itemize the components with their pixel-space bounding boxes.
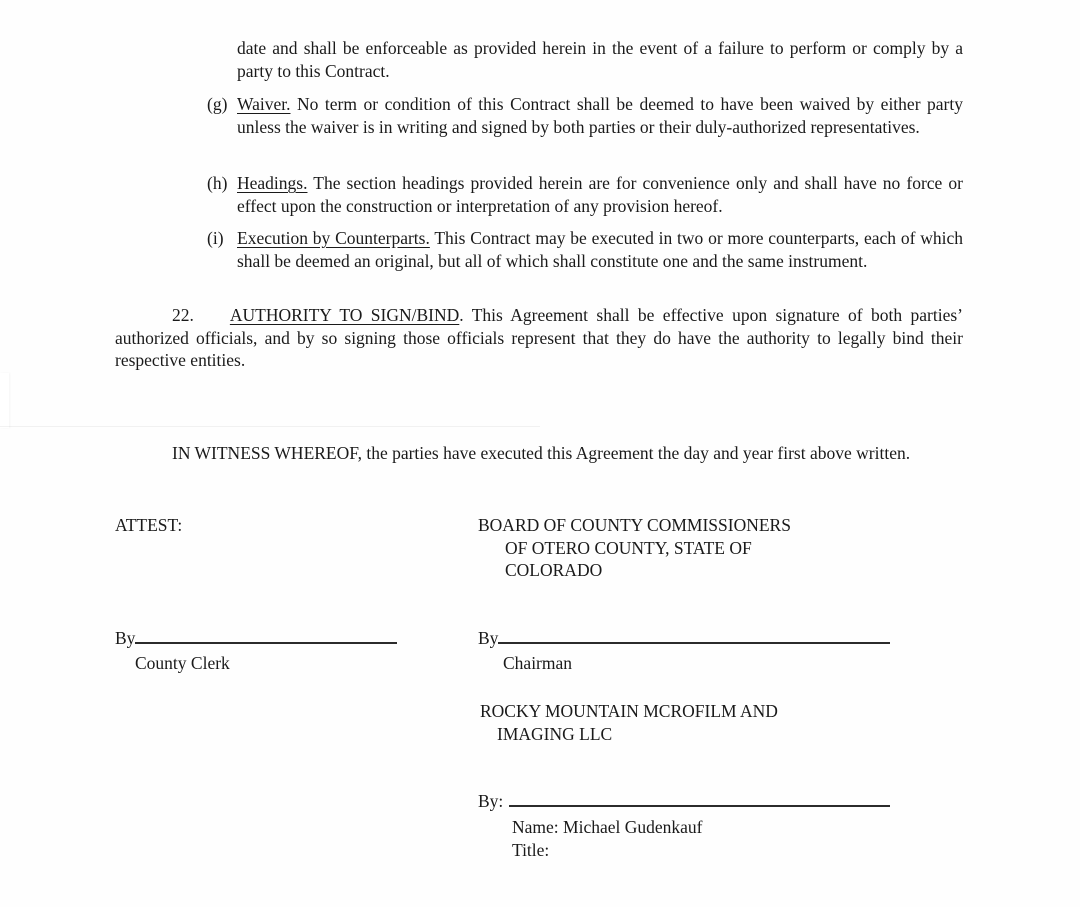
signature-blank-line	[135, 642, 397, 644]
clause-i-heading: Execution by Counterparts.	[237, 228, 430, 248]
board-name-line1: BOARD OF COUNTY COMMISSIONERS	[478, 515, 791, 535]
company-signature-line	[478, 790, 890, 813]
clause-g-marker: (g)	[207, 94, 228, 114]
company-name	[480, 700, 778, 745]
clause-h-heading: Headings.	[237, 173, 308, 193]
scan-artifact	[0, 373, 9, 428]
company-name-line1: ROCKY MOUNTAIN MCROFILM AND	[480, 701, 778, 721]
section-22-paragraph	[115, 304, 963, 372]
clause-h-text	[237, 172, 963, 217]
chairman-signature-line	[478, 627, 890, 650]
clause-g-heading: Waiver.	[237, 94, 291, 114]
paragraph-continuation: date and shall be enforceable as provided herein in the event of a failure to perform or comply by a party to this Contract.	[237, 38, 963, 81]
board-of-commissioners-name	[478, 514, 791, 582]
clause-i	[207, 227, 963, 272]
by-label-right: By	[478, 628, 499, 648]
witness-paragraph: IN WITNESS WHEREOF, the parties have executed this Agreement the day and year first above written.	[172, 443, 911, 463]
signature-blank-line	[509, 805, 890, 807]
clause-i-marker: (i)	[207, 228, 224, 248]
county-clerk-signature-line	[115, 627, 397, 650]
signer-title-line: Title:	[512, 839, 550, 860]
clause-i-body: This Contract may be executed in two or more counterparts, each of which shall be deemed an original, but all of which shall constitute one and the same instrument.	[237, 228, 963, 271]
by-label-left: By	[115, 628, 136, 648]
signer-name-title	[512, 816, 702, 861]
section-22-body: . This Agreement shall be effective upon signature of both parties’ authorized officials, and by so signing those officials represent that they do have the authority to legally bind their respective entities.	[115, 305, 964, 371]
board-name-line2: OF OTERO COUNTY, STATE OF	[505, 537, 752, 558]
section-22-number: 22.	[172, 305, 194, 325]
clause-g-text	[237, 93, 963, 138]
board-name-line3: COLORADO	[505, 560, 603, 581]
signer-name-line: Name: Michael Gudenkauf	[512, 817, 703, 837]
attest-label: ATTEST:	[115, 515, 183, 535]
clause-h-body: The section headings provided herein are for convenience only and shall have no force or effect upon the construction or interpretation of any provision hereof.	[237, 173, 963, 216]
chairman-title: Chairman	[503, 653, 573, 673]
clause-g	[207, 93, 963, 138]
scan-artifact-line	[0, 426, 540, 427]
county-clerk-title: County Clerk	[135, 653, 230, 673]
clause-i-text	[237, 227, 963, 272]
by-label-company: By:	[478, 791, 504, 811]
signature-blank-line	[498, 642, 890, 644]
clause-g-body: No term or condition of this Contract shall be deemed to have been waived by either party unless the waiver is in writing and signed by both parties or their duly-authorized representatives.	[237, 94, 963, 137]
section-22-heading: AUTHORITY TO SIGN/BIND	[229, 305, 460, 325]
company-name-line2: IMAGING LLC	[497, 723, 613, 744]
clause-h-marker: (h)	[207, 173, 228, 193]
clause-h	[207, 172, 963, 217]
